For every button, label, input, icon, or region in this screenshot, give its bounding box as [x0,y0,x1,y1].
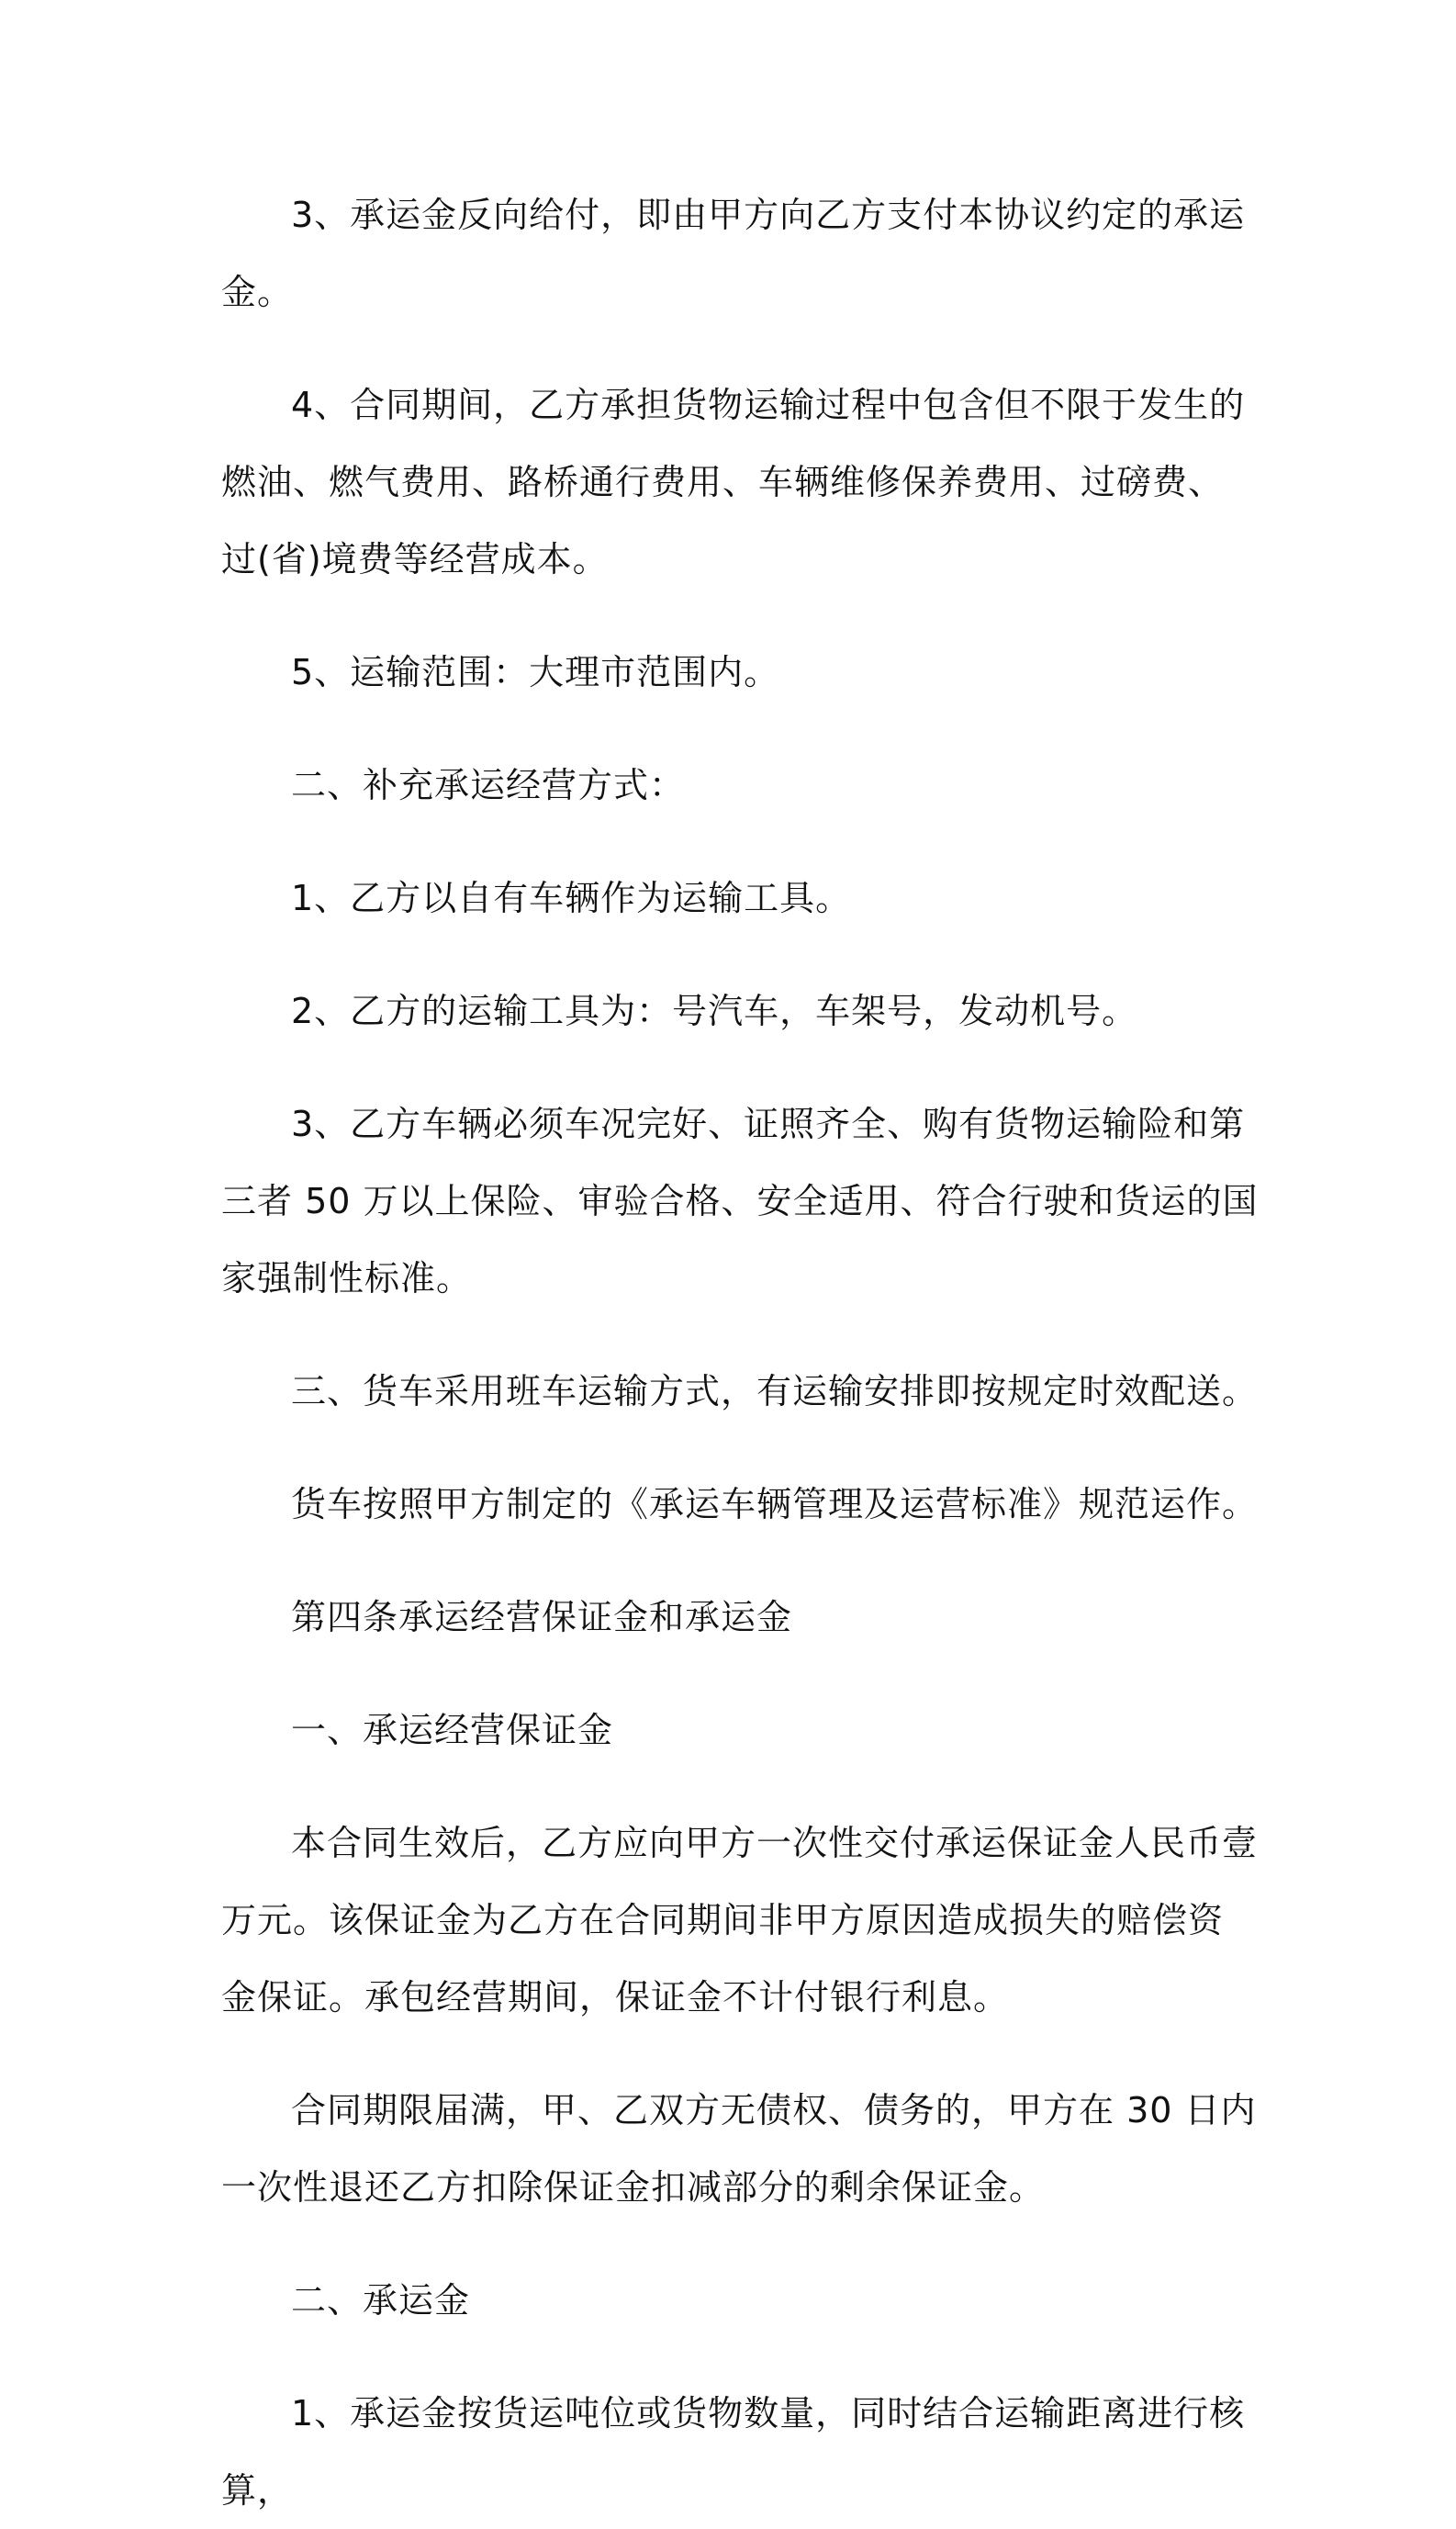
paragraph-3: 5、运输范围：大理市范围内。 [291,652,780,692]
paragraph-13: 合同期限届满，甲、乙双方无债权、债务的，甲方在 30 日内一次性退还乙方扣除保证金扣减部分的剩余保证金。 [221,2090,1257,2208]
paragraph-2: 4、合同期间，乙方承担货物运输过程中包含但不限于发生的燃油、燃气费用、路桥通行费用、车辆维修保养费用、过磅费、过(省)境费等经营成本。 [221,385,1246,579]
paragraph-1: 3、承运金反向给付，即由甲方向乙方支付本协议约定的承运金。 [221,195,1246,312]
paragraph-4: 二、补充承运经营方式： [291,765,686,805]
subheading-freight: 二、承运金 [291,2280,471,2321]
paragraph-12: 本合同生效后，乙方应向甲方一次性交付承运保证金人民币壹万元。该保证金为乙方在合同期间非甲方原因造成损失的赔偿资金保证。承包经营期间，保证金不计付银行利息。 [221,1823,1259,2018]
paragraph-9: 货车按照甲方制定的《承运车辆管理及运营标准》规范运作。 [291,1484,1259,1524]
paragraph-8: 三、货车采用班车运输方式，有运输安排即按规定时效配送。 [291,1371,1259,1411]
paragraph-7: 3、乙方车辆必须车况完好、证照齐全、购有货物运输险和第三者 50 万以上保险、审验合格、安全适用、符合行驶和货运的国家强制性标准。 [221,1104,1259,1298]
document-body [221,176,1259,2529]
section-heading-article-4: 第四条承运经营保证金和承运金 [291,1597,793,1637]
subheading-deposit: 一、承运经营保证金 [291,1710,614,1750]
paragraph-6: 2、乙方的运输工具为：号汽车，车架号，发动机号。 [291,991,1138,1031]
paragraph-5: 1、乙方以自有车辆作为运输工具。 [291,878,852,918]
paragraph-15: 1、承运金按货运吨位或货物数量，同时结合运输距离进行核算， [221,2393,1246,2511]
